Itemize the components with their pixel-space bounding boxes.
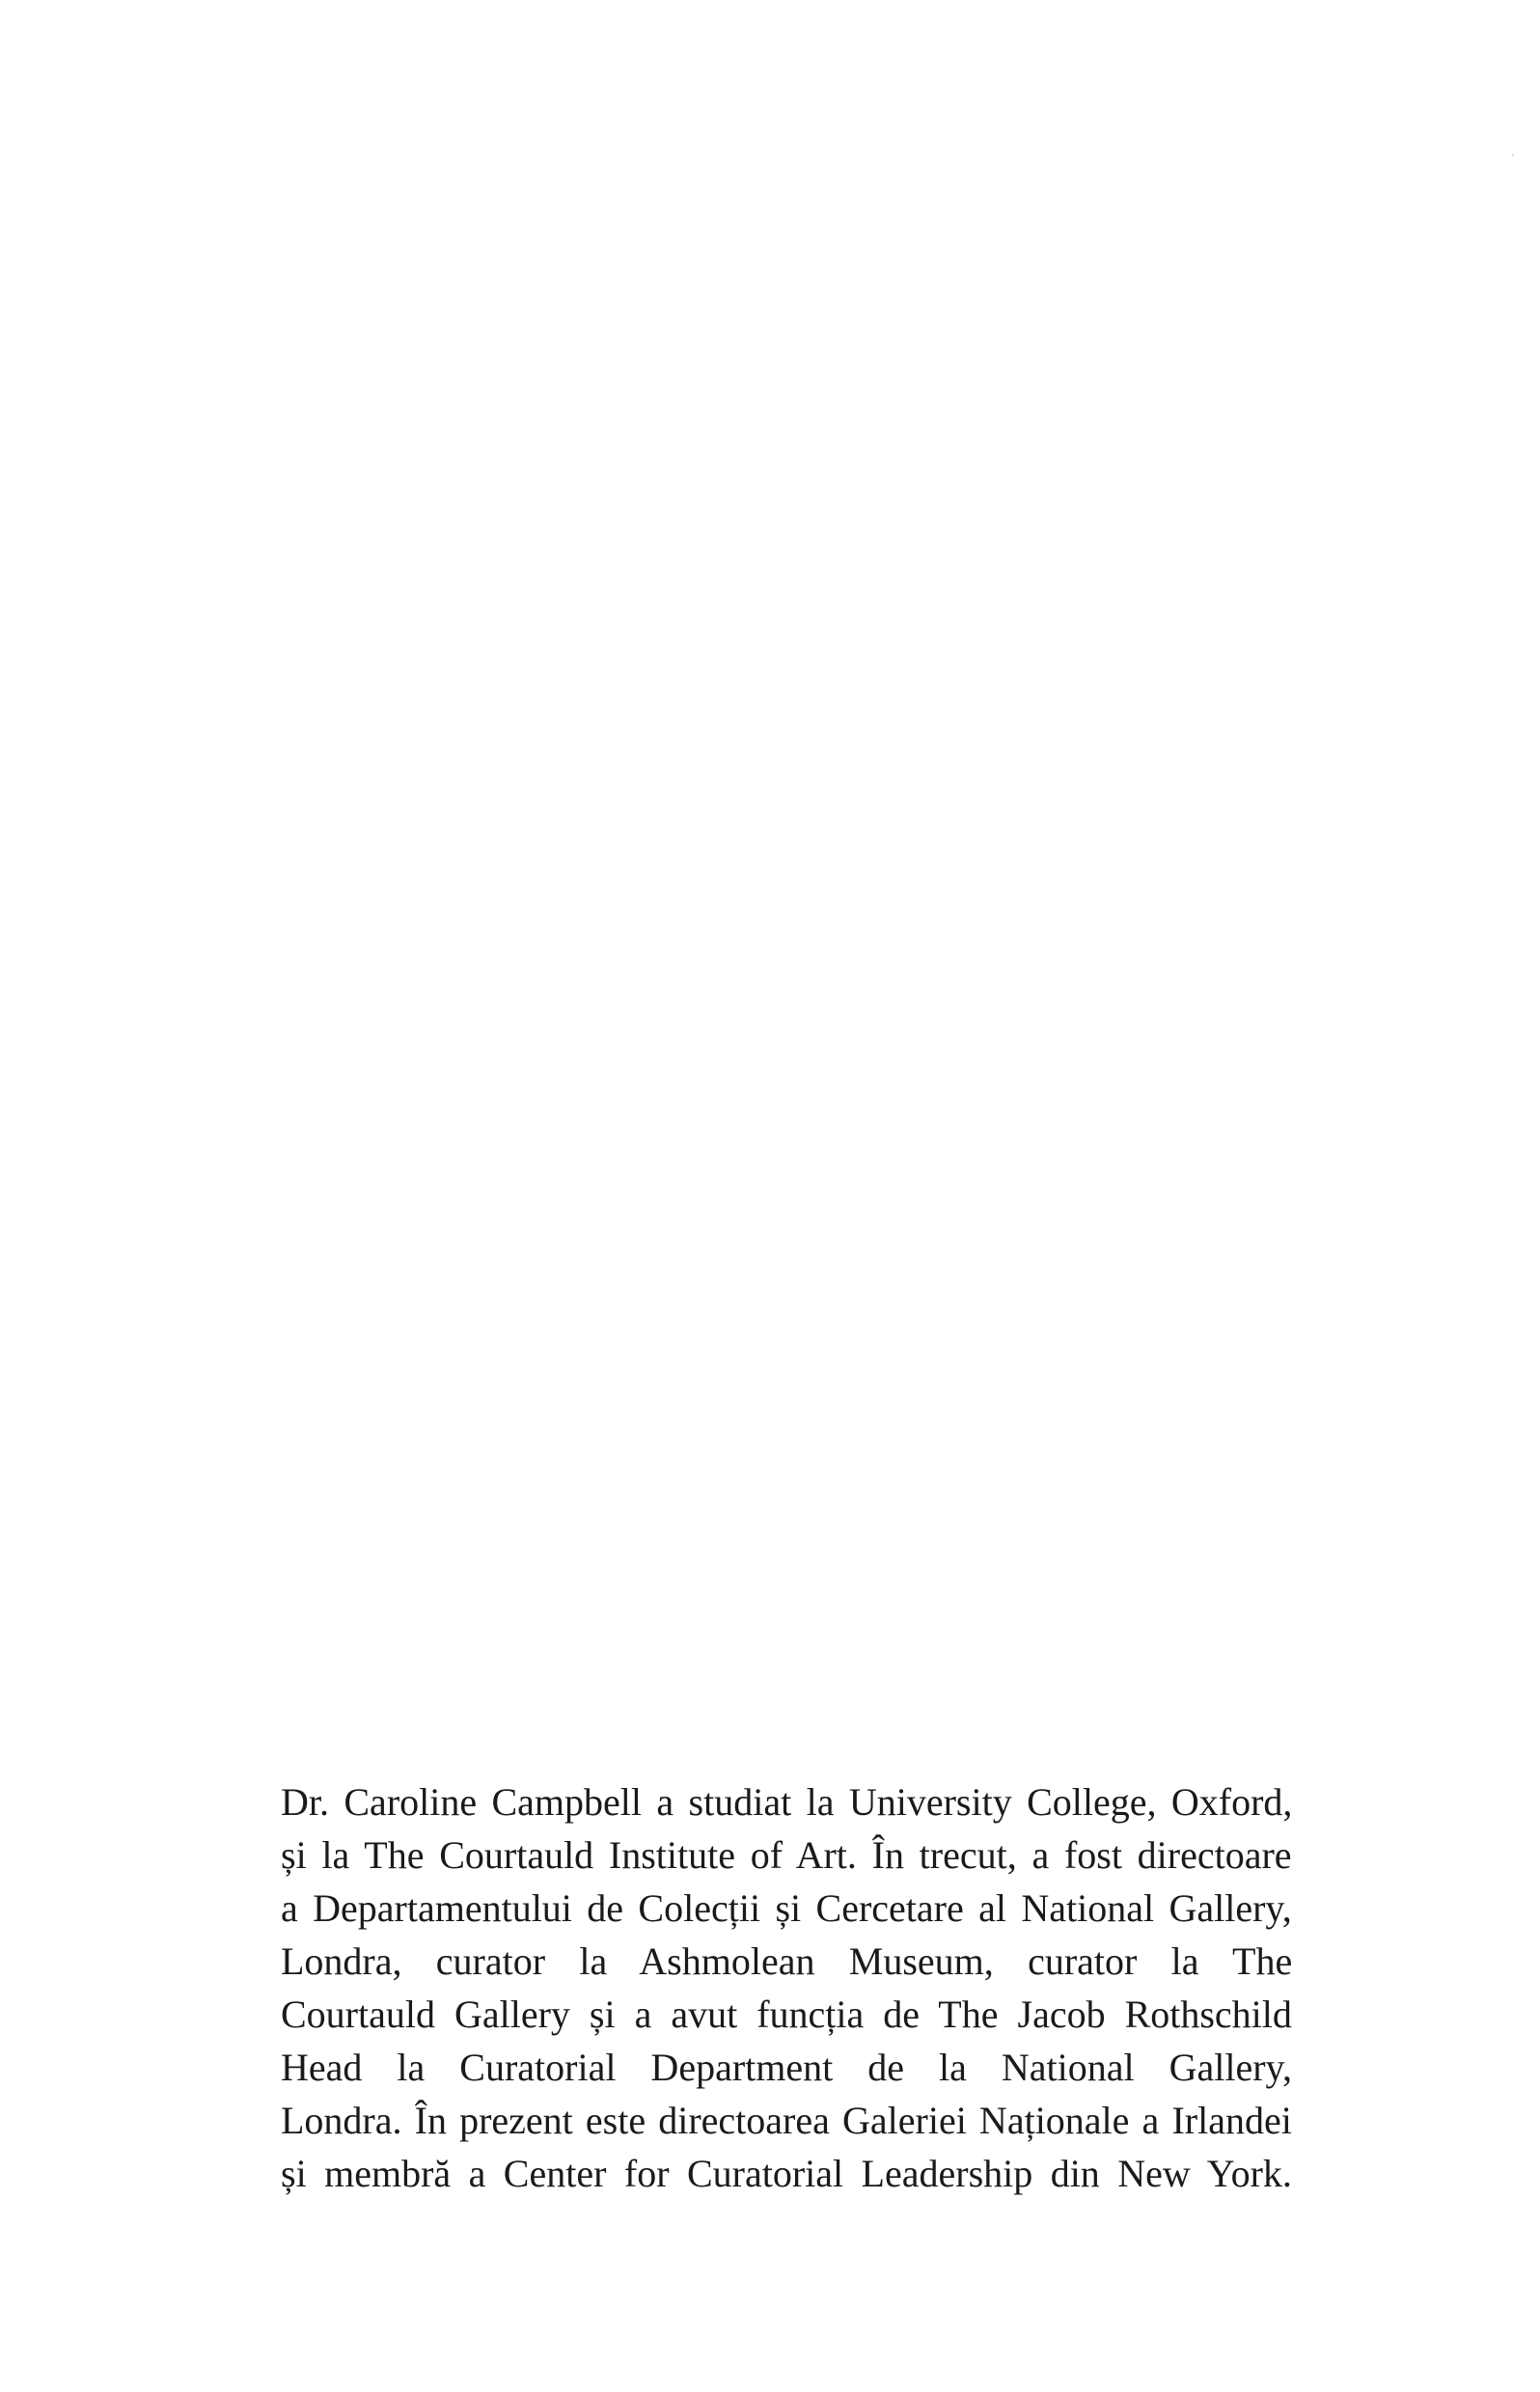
bio-line-1: Dr. Caroline Campbell a studiat la University College, Oxford, <box>281 1780 1293 1824</box>
bio-line-3: a Departamentului de Colecții și Cercetare al National Gallery, <box>281 1886 1292 1930</box>
bio-line-7: Londra. În prezent este directoarea Galeriei Naționale a Irlandei <box>281 2099 1292 2142</box>
bio-line-6: Head la Curatorial Department de la National Gallery, <box>281 2046 1292 2089</box>
bio-line-8: și membră a Center for Curatorial Leadership din New York. <box>281 2152 1292 2195</box>
scan-speck <box>1512 154 1514 156</box>
bio-line-2: și la The Courtauld Institute of Art. În trecut, a fost directoare <box>281 1833 1292 1877</box>
bio-line-4: Londra, curator la Ashmolean Museum, curator la The <box>281 1939 1293 1983</box>
bio-line-5: Courtauld Gallery și a avut funcția de The Jacob Rothschild <box>281 1993 1292 2036</box>
author-biography <box>281 1775 1292 2200</box>
